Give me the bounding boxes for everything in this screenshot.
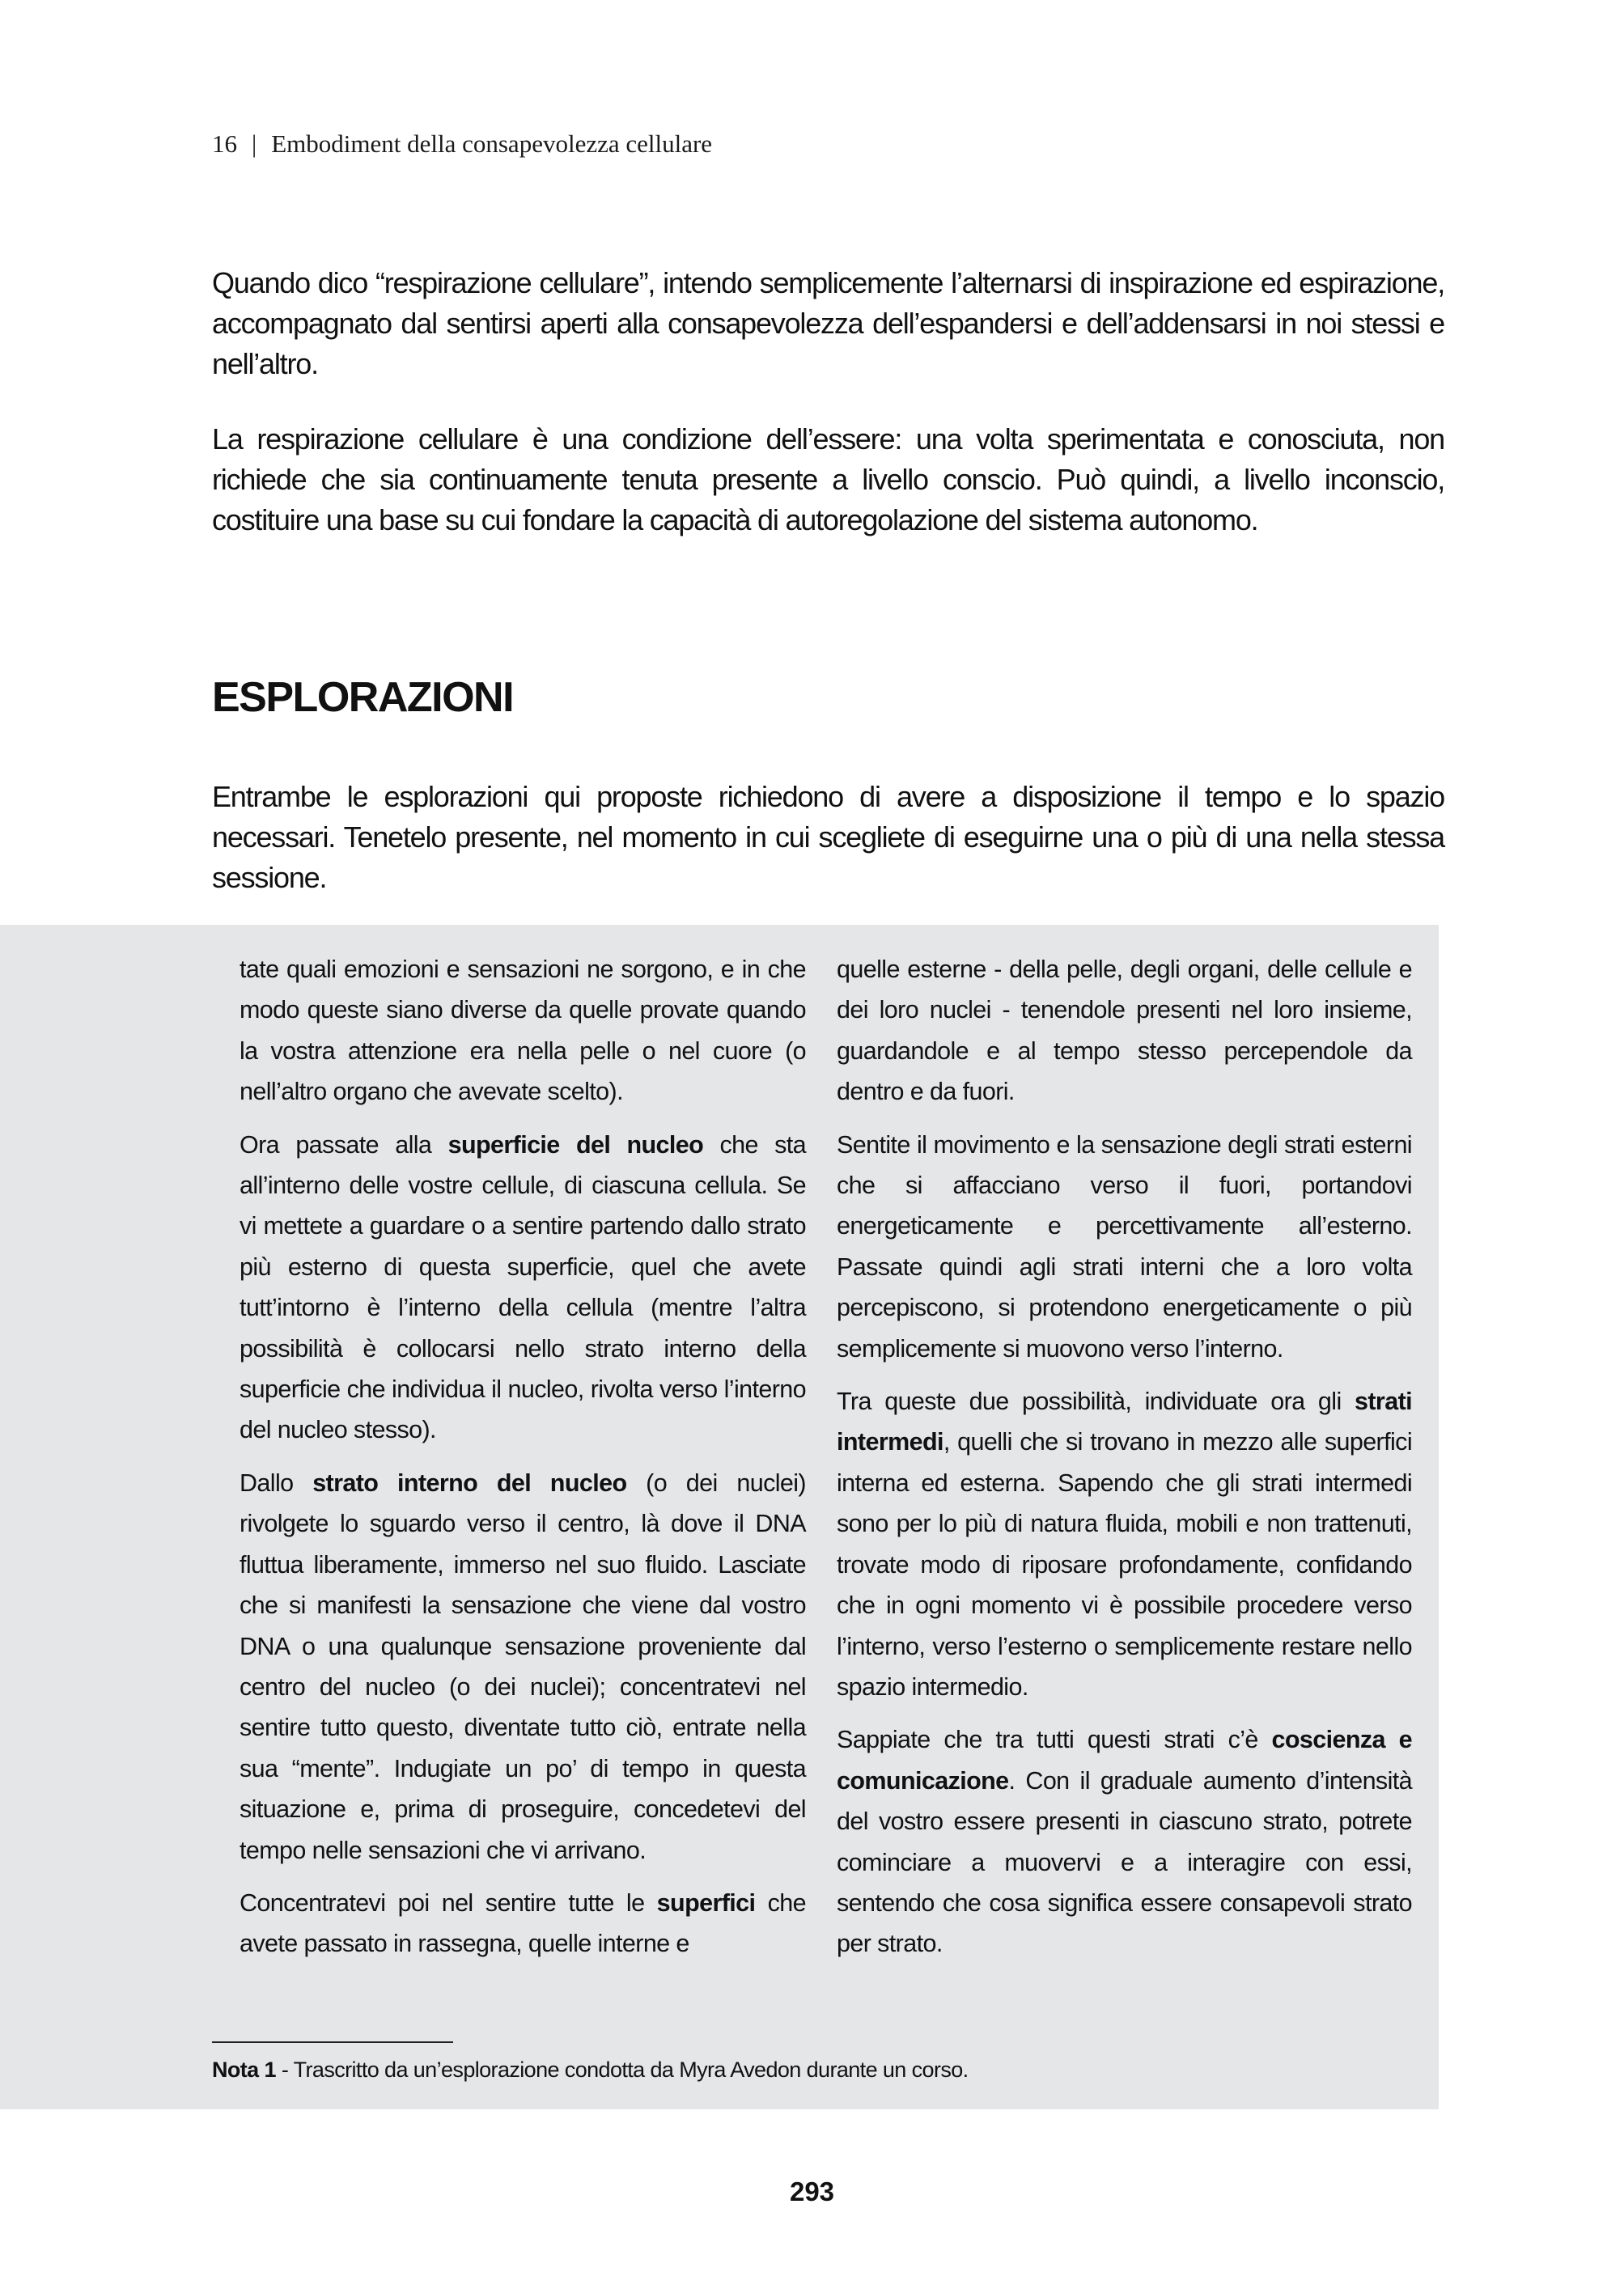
header-separator: |	[252, 129, 257, 158]
running-header	[212, 129, 712, 159]
text-run: quelle esterne - della pelle, degli organi, delle cellule e dei loro nuclei - tenendole presenti nel loro insieme, guardandole e al tempo stesso percependole da dentro e da fuori.	[837, 956, 1412, 1106]
exploration-right-column	[837, 949, 1412, 1977]
text-run: , quelli che si trovano in mezzo alle superfici interna ed esterna. Sapendo che gli strati intermedi sono per lo più di natura fluida, mobili e non trattenuti, trovate modo di riposare profondamente, confidando che in ogni momento vi è possibile procedere verso l’interno, verso l’esterno o semplicemente restare nello spazio intermedio.	[837, 1428, 1412, 1701]
exploration-paragraph	[837, 949, 1412, 1113]
page-number: 293	[789, 2176, 835, 2206]
exploration-paragraph	[240, 949, 806, 1113]
footnote	[212, 2058, 969, 2083]
bold-term: superficie del nucleo	[447, 1130, 704, 1159]
text-run: che sta all’interno delle vostre cellule, di ciascuna cellula. Se vi mettete a guardare o a sentire partendo dallo strato più esterno di questa superficie, quel che avete tutt’intorno è l’interno della cellula (mentre l’altra possibilità è collocarsi nello strato interno della superficie che individua il nucleo, rivolta verso l’interno del nucleo stesso).	[240, 1130, 807, 1444]
body-paragraph-2	[212, 419, 1444, 540]
exploration-paragraph	[240, 1463, 806, 1871]
text-run: Sentite il movimento e la sensazione degli strati esterni che si affacciano verso il fuori, portandovi energeticamente e percettivamente all’esterno. Passate quindi agli strati interni che a loro volta percepiscono, si protendono energeticamente o più semplicemente si muovono verso l’interno.	[837, 1130, 1412, 1363]
exploration-paragraph	[837, 1125, 1412, 1369]
text-run: . Con il graduale aumento d’intensità del vostro essere presenti in ciascuno strato, potrete cominciare a muovervi e a interagire con essi, sentendo che cosa significa essere consapevoli strato per strato.	[837, 1766, 1412, 1958]
text-run: Ora passate alla	[240, 1130, 448, 1159]
paragraph-text: Entrambe le esplorazioni qui proposte richiedono di avere a disposizione il tempo e lo spazio necessari. Tenetelo presente, nel momento in cui scegliete di eseguirne una o più di una nella stessa sessione.	[212, 780, 1444, 894]
text-run: tate quali emozioni e sensazioni ne sorgono, e in che modo queste siano diverse da quelle provate quando la vostra attenzione era nella pelle o nel cuore (o nell’altro organo che avevate scelto).	[240, 956, 806, 1106]
text-run: che avete passato in rassegna, quelle interne e	[240, 1888, 806, 1958]
section-intro	[212, 777, 1444, 898]
bold-term: strato interno del nucleo	[312, 1469, 627, 1497]
bold-term: strati intermedi	[837, 1388, 1412, 1456]
exploration-paragraph	[240, 1125, 806, 1451]
section-title: ESPLORAZIONI	[212, 674, 514, 721]
text-run: Tra queste due possibilità, individuate ora gli	[837, 1388, 1355, 1416]
text-run: (o dei nuclei) rivolgete lo sguardo verso il centro, là dove il DNA fluttua liberamente, immerso nel suo fluido. Lasciate che si manifesti la sensazione che viene dal vostro DNA o una qualunque sensazione proveniente dal centro del nucleo (o dei nuclei); concentratevi nel sentire tutto questo, diventate tutto ciò, entrate nella sua “mente”. Indugiate un po’ di tempo in questa situazione e, prima di proseguire, concedetevi del tempo nelle sensazioni che vi arrivano.	[240, 1469, 806, 1864]
footnote-label: Nota 1	[212, 2058, 276, 2082]
paragraph-text: Quando dico “respirazione cellulare”, intendo semplicemente l’alternarsi di inspirazione ed espirazione, accompagnato dal sentirsi aperti alla consapevolezza dell’espandersi e dell’addensarsi in noi stessi e nell’altro.	[212, 266, 1444, 380]
exploration-paragraph	[240, 1883, 806, 1965]
bold-term: superfici	[656, 1888, 756, 1917]
exploration-left-column	[240, 949, 806, 1977]
paragraph-text: La respirazione cellulare è una condizione dell’essere: una volta sperimentata e conosciuta, non richiede che sia continuamente tenuta presente a livello conscio. Può quindi, a livello inconscio, costituire una base su cui fondare la capacità di autoregolazione del sistema autonomo.	[212, 422, 1444, 536]
exploration-paragraph	[837, 1381, 1412, 1707]
exploration-paragraph	[837, 1719, 1412, 1964]
footnote-divider	[212, 2041, 453, 2043]
text-run: Concentratevi poi nel sentire tutte le	[240, 1888, 657, 1917]
bold-term: coscienza e comunicazione	[837, 1726, 1412, 1795]
chapter-title: Embodiment della consapevolezza cellulare	[271, 129, 713, 158]
chapter-number: 16	[212, 129, 237, 158]
text-run: Sappiate che tra tutti questi strati c’è	[837, 1726, 1272, 1754]
body-paragraph-1	[212, 263, 1444, 384]
footnote-text: - Trascritto da un’esplorazione condotta da Myra Avedon durante un corso.	[275, 2058, 969, 2082]
text-run: Dallo	[240, 1469, 313, 1497]
